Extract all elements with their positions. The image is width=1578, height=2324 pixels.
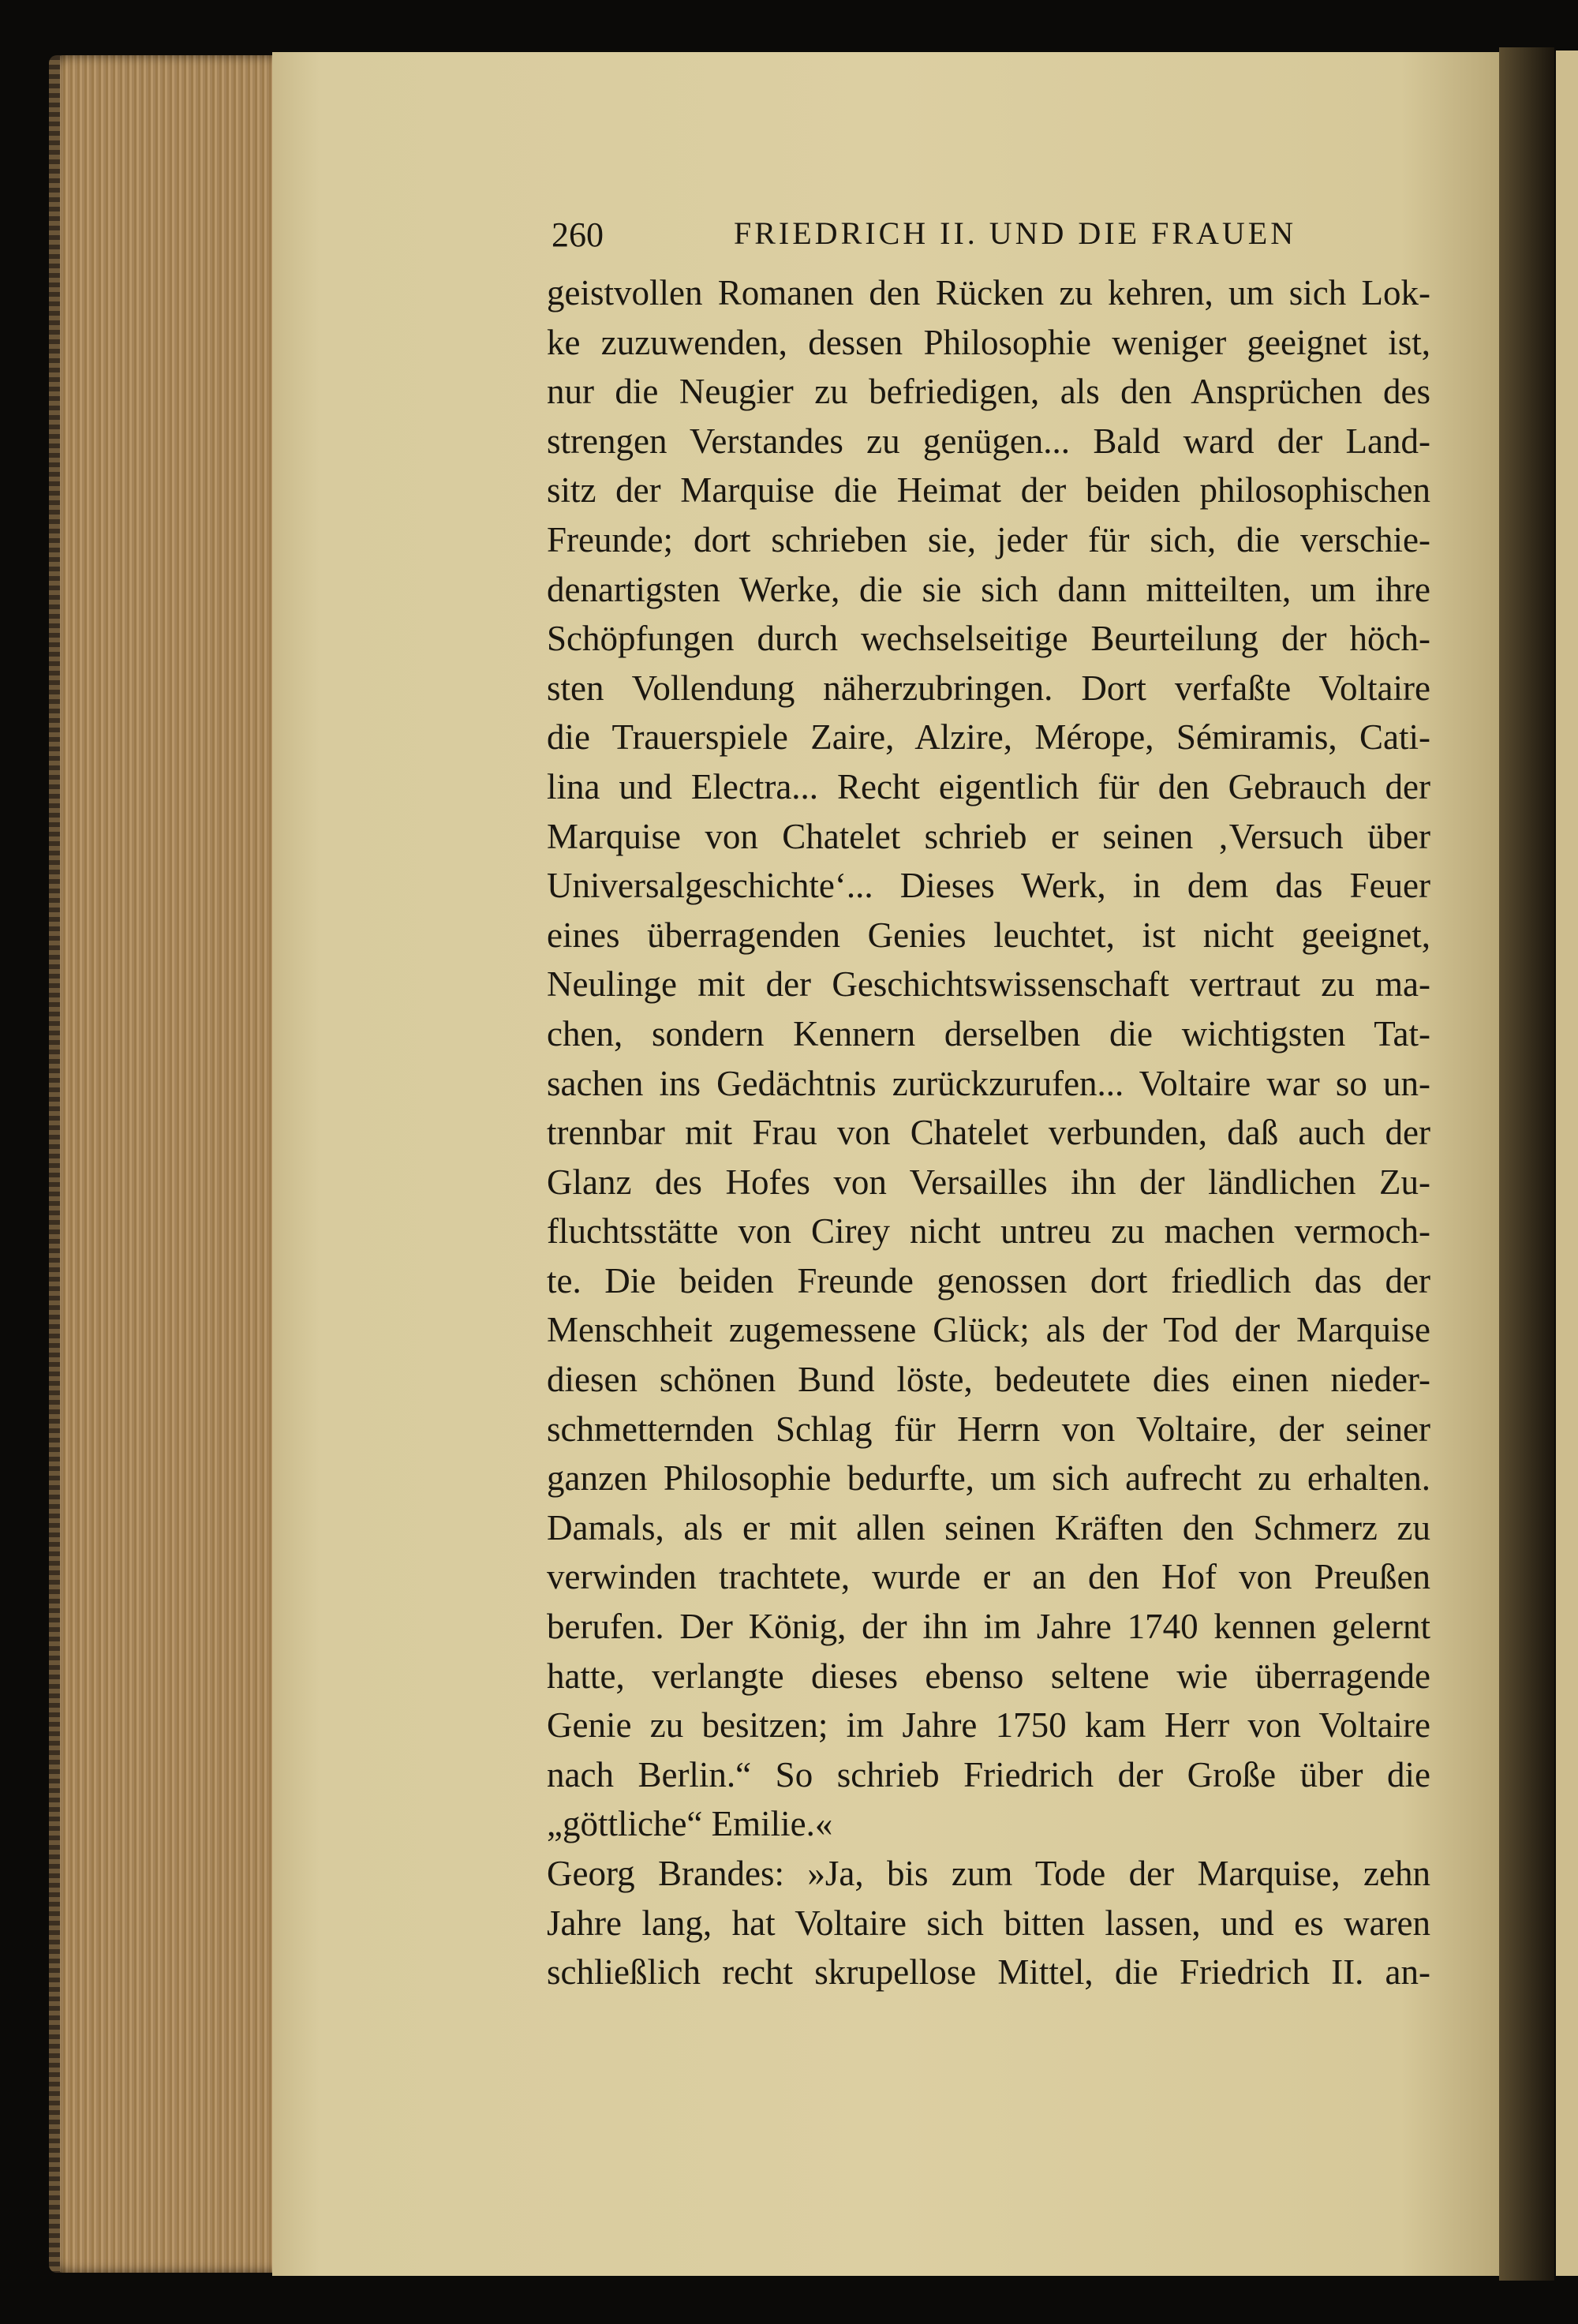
text-line: ke zuzuwenden, dessen Philosophie weniger geeignet ist, [547, 322, 1430, 362]
text-line: die Trauerspiele Zaire, Alzire, Mérope, Sémiramis, Cati- [547, 717, 1430, 758]
text-line: berufen. Der König, der ihn im Jahre 1740 kennen gelernt [547, 1607, 1430, 1647]
text-line: nur die Neugier zu befriedigen, als den Ansprüchen des [547, 372, 1430, 412]
text-line: geistvollen Romanen den Rücken zu kehren, um sich Lok- [547, 273, 1430, 312]
text-line: diesen schönen Bund löste, bedeutete dies einen nieder- [547, 1360, 1430, 1400]
text-line: eines überragenden Genies leuchtet, ist nicht geeignet, [547, 915, 1430, 955]
text-line: Universalgeschichte‘... Dieses Werk, in dem das Feuer [547, 866, 1430, 906]
text-line: trennbar mit Frau von Chatelet verbunden, daß auch der [547, 1113, 1430, 1153]
text-line: schließlich recht skrupellose Mittel, die Friedrich II. an- [547, 1952, 1430, 1993]
text-line: „göttliche“ Emilie.« [547, 1804, 833, 1844]
text-line: Freunde; dort schrieben sie, jeder für sich, die verschie- [547, 519, 1430, 559]
page-number: 260 [552, 215, 604, 254]
text-line: lina und Electra... Recht eigentlich für den Gebrauch der [547, 766, 1430, 806]
running-head-title: FRIEDRICH II. UND DIE FRAUEN [734, 215, 1297, 251]
text-line: Menschheit zugemessene Glück; als der Tod der Marquise [547, 1310, 1430, 1350]
text-line: Georg Brandes: »Ja, bis zum Tode der Marquise, zehn [547, 1854, 1430, 1893]
text-line: schmetternden Schlag für Herrn von Voltaire, der seiner [547, 1409, 1430, 1449]
body-text [547, 268, 1430, 1997]
text-line: verwinden trachtete, wurde er an den Hof von Preußen [547, 1557, 1430, 1597]
text-line: Genie zu besitzen; im Jahre 1750 kam Herr von Voltaire [547, 1705, 1430, 1746]
text-line: denartigsten Werke, die sie sich dann mitteilten, um ihre [547, 569, 1430, 609]
next-page-edge [1556, 51, 1578, 2276]
text-line: sitz der Marquise die Heimat der beiden philosophischen [547, 470, 1430, 511]
book-spine-edge [49, 55, 60, 2273]
text-line: fluchtsstätte von Cirey nicht untreu zu machen vermoch- [547, 1211, 1430, 1252]
text-line: chen, sondern Kennern derselben die wichtigsten Tat- [547, 1013, 1430, 1053]
text-line: Marquise von Chatelet schrieb er seinen ‚Versuch über [547, 816, 1430, 856]
text-line: te. Die beiden Freunde genossen dort friedlich das der [547, 1260, 1430, 1300]
book-gutter [1499, 47, 1554, 2281]
text-line: ganzen Philosophie bedurfte, um sich aufrecht zu erhalten. [547, 1458, 1430, 1499]
running-head [547, 215, 1430, 262]
text-line: hatte, verlangte dieses ebenso seltene wie überragende [547, 1656, 1430, 1696]
text-line: nach Berlin.“ So schrieb Friedrich der Große über die [547, 1754, 1430, 1794]
text-line: sachen ins Gedächtnis zurückzurufen... Voltaire war so un- [547, 1063, 1430, 1103]
text-line: Schöpfungen durch wechselseitige Beurteilung der höch- [547, 619, 1430, 659]
book-page-edges [49, 55, 286, 2273]
text-line: strengen Verstandes zu genügen... Bald ward der Land- [547, 421, 1430, 461]
text-line: Glanz des Hofes von Versailles ihn der ländlichen Zu- [547, 1162, 1430, 1202]
text-line: Damals, als er mit allen seinen Kräften den Schmerz zu [547, 1507, 1430, 1547]
text-line: sten Vollendung näherzubringen. Dort verfaßte Voltaire [547, 668, 1430, 708]
text-line: Neulinge mit der Geschichtswissenschaft vertraut zu ma- [547, 964, 1430, 1005]
text-line: Jahre lang, hat Voltaire sich bitten lassen, und es waren [547, 1903, 1430, 1943]
